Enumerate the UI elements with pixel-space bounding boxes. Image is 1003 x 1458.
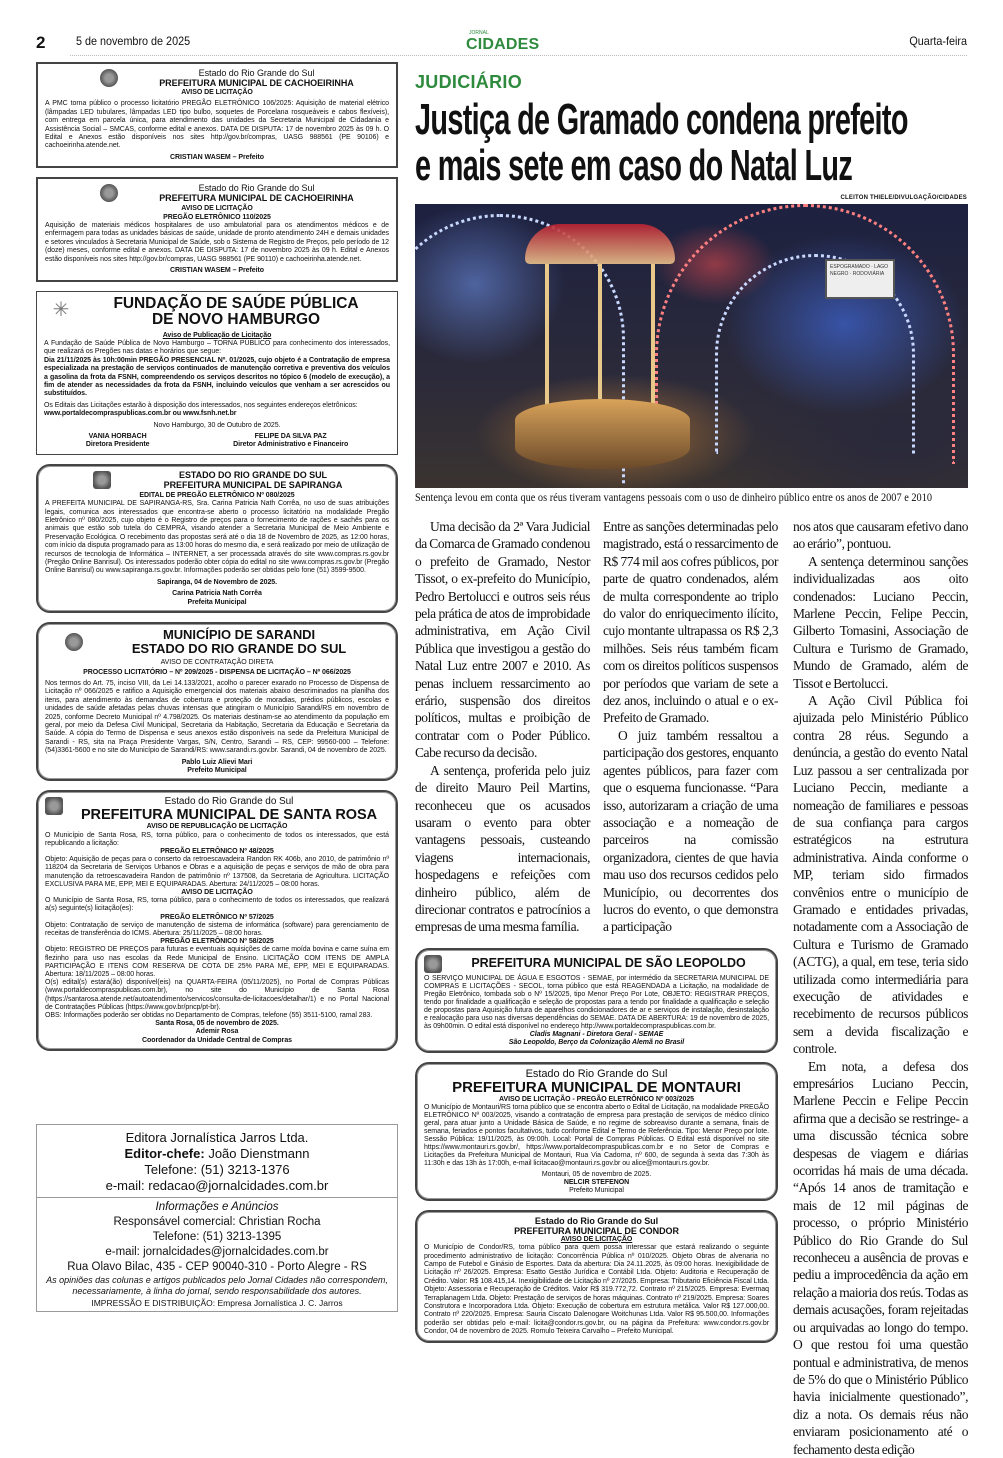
notice-heading: PREGÃO ELETRÔNICO Nº 57/2025 bbox=[160, 913, 274, 921]
notice-title: PREFEITURA MUNICIPAL DE CONDOR bbox=[514, 1225, 679, 1236]
notice-title-2: PREFEITURA MUNICIPAL DE SAPIRANGA bbox=[163, 479, 343, 490]
disclaimer: As opiniões das colunas e artigos publicados pelo Jornal Cidades não correspondem, necessariamente, à linha do jornal, sendo responsabilidade dos autores. bbox=[46, 1275, 388, 1296]
newsroom-email[interactable]: e-mail: redacao@jornalcidades.com.br bbox=[105, 1178, 329, 1193]
notice-cachoeirinha-106 bbox=[36, 62, 398, 168]
editor-line bbox=[37, 1146, 397, 1162]
notice-links: www.portaldecompraspublicas.com.br ou www.fsnh.net.br bbox=[44, 410, 237, 418]
notice-heading: AVISO DE LICITAÇÃO bbox=[181, 888, 253, 896]
signer-role: Coordenador da Unidade Central de Compras bbox=[141, 1036, 293, 1044]
notice-date: Montauri, 05 de novembro de 2025. bbox=[541, 1170, 652, 1178]
notice-title: PREFEITURA MUNICIPAL DE MONTAURI bbox=[452, 1078, 741, 1096]
signer-role: Prefeita Municipal bbox=[187, 598, 247, 606]
notice-body: Os Editais das Licitações estarão à disposição dos interessados, nos seguintes endereços eletrônicos: bbox=[44, 401, 358, 409]
notice-sapiranga bbox=[36, 464, 398, 613]
notice-body: O SERVIÇO MUNICIPAL DE ÁGUA E ESGOTOS - SEMAE, por intermédio da SECRETARIA MUNICIPAL DE COMPRAS E LICITAÇÕES - SECOL, torna público que está REAGENDADA a Licitação, na modalidade de Pregão Eletrônico, tombada sob o Nº 15/2025, tipo Menor Preço Por Lote, OBJETO: REGISTRAR PREÇOS, tendo por finalidade a qualificação e seleção de propostas para a tendo por finalidade a qualificação e seleção de propostas para Aquisição futura de aparelhos condicionadores de ar e serviços de instalação, desinstalação e realocação para uso nas diversas dependências do SEMAE. DATA DE ABERTURA: 19 de novembro de 2025, às 09h00min. O edital está disponível no endereço http://www.portaldecompraspublicas.com.br. bbox=[424, 974, 769, 1030]
notice-title: FUNDAÇÃO DE SAÚDE PÚBLICA bbox=[113, 294, 359, 312]
notice-date: Santa Rosa, 05 de novembro de 2025. bbox=[155, 1020, 279, 1028]
notice-body: O Município de Santa Rosa, RS, torna público, para o conhecimento de todos os interessados, que está republicando a licitação: bbox=[45, 831, 389, 847]
notice-subtitle: AVISO DE CONTRATAÇÃO DIRETA bbox=[160, 659, 274, 667]
fsnh-logo-icon: ✳ bbox=[52, 298, 70, 321]
article-paragraph: O juiz também ressaltou a participação dos gestores, enquanto agentes públicos, para fazer com que o esquema funcionasse. “Para isso, autorizaram a criação de uma associação e a nomeação de parceiros na comissão organizadora, cientes de que havia mau uso dos recursos cedidos pelo Município, ou decorrentes dos lucros do evento, o que demonstra a participação bbox=[603, 727, 778, 935]
notice-condor bbox=[415, 1210, 778, 1343]
notice-subtitle: AVISO DE REPUBLICAÇÃO DE LICITAÇÃO bbox=[146, 823, 288, 831]
notice-date: Sapiranga, 04 de Novembro de 2025. bbox=[156, 578, 278, 586]
carousel-roof bbox=[525, 224, 675, 264]
photo-caption: Sentença levou em conta que os réus tiveram vantagens pessoais com o uso de dinheiro público entre os anos de 2007 e 2010 bbox=[415, 490, 933, 504]
notice-title-2: DE NOVO HAMBURGO bbox=[152, 310, 320, 328]
issue-date: 5 de novembro de 2025 bbox=[76, 34, 191, 48]
signer-name: NELCIR STEFENON bbox=[563, 1178, 630, 1186]
article-column-2 bbox=[603, 518, 778, 936]
notice-process: PROCESSO LICITATÓRIO – Nº 209/2025 - DISPENSA DE LICITAÇÃO – Nº 066/2025 bbox=[83, 669, 351, 677]
notice-date: Novo Hamburgo, 30 de Outubro de 2025. bbox=[153, 421, 281, 429]
article-paragraph: A sentença, proferida pelo juiz de direito Mauro Peil Martins, reconheceu que os acusados usaram o evento para obter vantagens pessoais, custeando viagens internacionais, hospedagens e refeições com dinheiro público, além de direcionar contratos e patrocínios a empresas de uma mesma família. bbox=[415, 762, 590, 935]
notice-state: Estado do Rio Grande do Sul bbox=[164, 796, 294, 808]
article-photo bbox=[415, 204, 968, 488]
notice-body: A PREFEITA MUNICIPAL DE SAPIRANGA-RS, Sra. Carina Patricia Nath Corrêa, no uso de suas atribuições legais, comunica aos interessados que encontra-se aberto o processo licitatório na modalidade Pregão Eletrônico nº 080/2025, cujo objeto é o Registro de preços para o fornecimento de rações e sachês para os animais que estão sob tutela do CEMPRA, visando atender a Secretaria Municipal de Meio Ambiente e Preservação Ecológica. O recebimento das propostas será até o dia 18 de Novembro de 2025, as 12:00 horas, com início da disputa programado para as 13:00 horas do mesmo dia, e será realizado por meio de utilização de recursos de tecnologia de Informática – INTERNET, a ser processada através do site www.compras.rs.gov.br (Pregão Online Banrisul). Os interessados poderão obter cópia do edital no site www.compras.rs.gov.br (Pregão Online Banrisul) ou www.sapiranga.rs.gov.br. Informações poderão ser obtidas pelo fone (51) 3599-9500. bbox=[45, 500, 389, 575]
municipal-seal-icon bbox=[93, 471, 111, 489]
notice-title: ESTADO DO RIO GRANDE DO SUL bbox=[179, 469, 327, 480]
notice-title: PREFEITURA MUNICIPAL DE SÃO LEOPOLDO bbox=[471, 955, 746, 970]
signer-name: VANIA HORBACH bbox=[88, 432, 147, 440]
notice-subtitle: AVISO DE LICITAÇÃO bbox=[181, 89, 253, 96]
commercial-contact: Responsável comercial: Christian Rocha bbox=[113, 1216, 321, 1228]
editor-name: João Dienstmann bbox=[208, 1146, 310, 1161]
carousel-pole bbox=[598, 264, 602, 414]
notice-body: O(s) edital(s) estará(ão) disponível(eis) na QUARTA-FEIRA (05/11/2025), no Portal de Compras Públicas (www.portaldecompraspublicas.com.br), no site do Município de Santa Rosa (https://santarosa.atende.net/autoatendimento/servicos/consulta-de-licitacoes/detalhar/1) e no Portal Nacional de Contratações Públicas (https://www.gov.br/pncp/pt-br). bbox=[45, 979, 389, 1011]
signer-role: Diretor Administrativo e Financeiro bbox=[233, 441, 349, 449]
notice-subtitle: EDITAL DE PREGÃO ELETRÔNICO Nº 080/2025 bbox=[139, 491, 295, 499]
carousel-pole bbox=[545, 264, 549, 414]
notice-subtitle: AVISO DE LICITAÇÃO bbox=[560, 1235, 633, 1243]
notice-body: Objeto: REGISTRO DE PREÇOS para futuras e eventuais aquisições de carne moída bovina e carne suína em flezinho para uso nas escolas da Rede Municipal de Ensino. LICITAÇÃO COM ITENS DE AMPLA PARTICIPAÇÃO E ITENS COM RESERVA DE COTA DE 25% PARA ME, EPP, MEI E EQUIPARADAS. Abertura: 18/11/2025 – 08:00 horas. bbox=[45, 946, 389, 978]
signature-2 bbox=[233, 433, 348, 450]
municipal-seal-icon bbox=[100, 69, 118, 87]
notice-body-bold: Dia 21/11/2025 às 10h:00min PREGÃO PRESENCIAL Nº. 01/2025, cujo objeto é a Contratação de empresa especializada na prestação de serviços continuados de manutenção corretiva e preventiva dos veículos a gasolina da frota da FSNH, compreendendo os serviços descritos no tópico 6 (modelo de execução), a fim de atender as necessidades da frota da FSNH, incluindo veículos que venham a ser acrescidos ou substituídos. bbox=[44, 356, 390, 398]
notice-body: Objeto: Aquisição de peças para o conserto da retroescavadeira Randon RK 406b, ano 2010, de patrimônio nº 118204 da Secretaria de Serviços Urbanos e Obras e a aquisição de peças e serviços de mão de obra para manutenção da retroescavadeira Randon de patrimônio nº 137508, da Secretaria de Agricultura. LICITAÇÃO EXCLUSIVA PARA ME, EPP, MEI E EQUIPARADAS. Abertura: 24/11/2025 – 08:00 horas. bbox=[45, 856, 389, 888]
newspaper-logo bbox=[466, 30, 540, 53]
article-paragraph: nos atos que causaram efetivo dano ao erário”, pontuou. bbox=[793, 519, 968, 552]
publisher-name: Editora Jornalística Jarros Ltda. bbox=[125, 1130, 309, 1145]
notice-state: Estado do Rio Grande do Sul bbox=[534, 1215, 659, 1226]
ads-heading: Informações e Anúncios bbox=[155, 1201, 279, 1213]
notice-body: OBS: Informações poderão ser obtidas no Departamento de Compras, telefone (55) 3511-5100, ramal 283. bbox=[45, 1012, 373, 1020]
photo-credit: CLEITON THIELE/DIVULGAÇÃO/CIDADES bbox=[840, 195, 967, 201]
notice-body: O Município de Condor/RS, torna público para quem possa interessar que estará realizando o seguinte procedimento administrativo de licitação: Concorrência Pública nº 010/2025. Objeto Obras de alvenaria no Campo de Futebol e Ginásio de Esportes. Data da abertura: Dia 24.11.2025, às 09:00 horas. Inexigibilidade de Licitação nº 26/2025. Empresa: Esatto Gestão Jurídica e Contábil Ltda. Objeto: Auditoria e Recuperação de Crédito. Valor: R$ 108.415,14. Inexigibilidade de Licitação nº 27/2025. Empresa: Tributario Eficiência Fiscal Ltda. Objeto: Assessoria e Recuperação de Créditos. Valor R$ 319.772,72. Contrato nº 215/2025. Empresa: Evermaq Terraplanagem Ltda. Objeto: Prestação de serviços de horas máquinas. Contrato nº 219/2025. Empresa: Soares Construtora e Incorporadora Ltda. Objeto: Execução de cobertura em estrutura metálica. Valor R$ 127.000,00. Contrato nº 220/2025. Empresa: Sauria Ciscato Dalenogare Woitchunas Ltda. Valor R$ 95.500,00. Informações poderão ser obtidas pelo e-mail: licita@condor.rs.gov.br, ou na página da Prefeitura: www.condor.rs.gov.br Condor, 04 de novembro de 2025. Romulo Teixeira Carvalho – Prefeito Municipal. bbox=[424, 1244, 769, 1336]
notice-sarandi bbox=[36, 622, 398, 781]
notice-subtitle: AVISO DE LICITAÇÃO - PREGÃO ELETRÔNICO Nº 003/2025 bbox=[498, 1095, 695, 1103]
notice-title: PREFEITURA MUNICIPAL DE CACHOEIRINHA bbox=[159, 193, 354, 204]
notice-body: Aquisição de materiais médicos hospitalares de uso ambulatorial para os atendimentos médicos e de enfermagem para todas as unidades básicas de saúde, unidade de pronto atendimento 24H e demais unidades e setores vinculados à Secretaria Municipal de Saúde, sob o Sistema de Registro de Preços, pelo período de 12 (doze) meses, conforme edital e anexos. DATA DE DISPUTA: 17 de novembro 2025 às 09 h. Edital e Anexos estão disponíveis nos sites http://gov.br/compras, UASG 988561 (PE 90110) e cachoeirinha.atende.net. bbox=[45, 222, 389, 263]
municipal-seal-icon bbox=[45, 797, 63, 815]
municipal-seal-icon bbox=[424, 955, 442, 973]
signer-name: Carina Patricia Nath Corrêa bbox=[172, 590, 262, 598]
address: Rua Olavo Bilac, 435 - CEP 90040-310 - Porto Alegre - RS bbox=[67, 1261, 367, 1273]
notice-montauri bbox=[415, 1062, 778, 1201]
notice-motto: São Leopoldo, Berço da Colonização Alemã no Brasil bbox=[508, 1038, 685, 1046]
notice-subtitle-2: PREGÃO ELETRÔNICO 110/2025 bbox=[163, 213, 271, 221]
header-divider bbox=[70, 55, 967, 56]
notice-title: PREFEITURA MUNICIPAL DE SANTA ROSA bbox=[80, 807, 378, 824]
editor-label: Editor-chefe: bbox=[124, 1146, 205, 1161]
article-column-1 bbox=[415, 518, 590, 936]
notice-title-2: ESTADO DO RIO GRANDE DO SUL bbox=[131, 641, 347, 657]
commercial-phone: Telefone: (51) 3213-1395 bbox=[152, 1231, 282, 1243]
article-lower-area bbox=[415, 518, 778, 1352]
section-label: JUDICIÁRIO bbox=[415, 72, 523, 92]
logo-small: JORNAL bbox=[469, 30, 489, 36]
carousel-pole bbox=[651, 264, 655, 414]
carousel-base bbox=[515, 399, 690, 469]
notice-body: O Município de Santa Rosa, RS, torna público, para o conhecimento de todos os interessados, que realizará a(s) seguinte(s) licitação(es): bbox=[45, 897, 389, 913]
notice-body: Objeto: Contratação de serviço de manutenção de sistema de informática (software) para gerenciamento de receitas de transferência do ICMS. Abertura: 25/11/2025 – 08:00 horas. bbox=[45, 921, 389, 937]
signature-1 bbox=[86, 433, 150, 450]
notice-state: Estado do Rio Grande do Sul bbox=[198, 68, 315, 78]
signer-role: Prefeito Municipal bbox=[187, 766, 247, 774]
masthead-box bbox=[36, 1124, 398, 1312]
notice-title: PREFEITURA MUNICIPAL DE CACHOEIRINHA bbox=[159, 78, 354, 88]
commercial-email[interactable]: e-mail: jornalcidades@jornalcidades.com.br bbox=[105, 1246, 329, 1258]
weekday: Quarta-feira bbox=[909, 34, 967, 48]
logo-text: CIDADES bbox=[466, 36, 540, 53]
notice-santa-rosa bbox=[36, 790, 398, 1050]
newsroom-phone: Telefone: (51) 3213-1376 bbox=[144, 1162, 290, 1177]
notice-subtitle: Aviso de Publicação de Licitação bbox=[162, 331, 272, 339]
signer-role: Prefeito Municipal bbox=[569, 1186, 624, 1194]
notice-heading: PREGÃO ELETRÔNICO Nº 48/2025 bbox=[160, 847, 274, 855]
notice-subtitle: AVISO DE LICITAÇÃO bbox=[181, 205, 253, 213]
notice-cachoeirinha-110 bbox=[36, 177, 398, 281]
article-columns-1-2 bbox=[415, 518, 778, 936]
signer-name: Pablo Luiz Alievi Mari bbox=[181, 758, 253, 766]
notice-body: O Município de Montauri/RS torna público que se encontra aberto o Edital de Licitação, na modalidade PREGÃO ELETRÔNICO Nº 003/2025, visando a contratação de empresa para prestação de serviços de médico clínico geral, para atuar junto a Unidade Básica de Saúde, e no regime de sobreaviso durante a semana, finais de semana, feriados e pontos facultativos, tudo conforme Edital e Termo de Referência. Tipo: Menor Preço por lote. Sessão Pública: 19/11/2025, às 09:00h. Local: Portal de Compras Públicas. O Edital está disponível no site https://www.montauri.rs.gov.br/, https://www.portaldecompraspublicas.com.br e no Setor de Compras e Licitações da Prefeitura Municipal de Montauri, Rua Via Cadorna, nº 600, de segunda à sexta das 7:30h às 11:30h e das 13h às 17:00h, e-mail licitacao@montauri.rs.gov.br ou alice@montauri.rs.gov.br. bbox=[424, 1103, 769, 1167]
notice-title: MUNICÍPIO DE SARANDI bbox=[162, 627, 316, 643]
headline-line-1: Justiça de Gramado condena prefeito bbox=[415, 95, 908, 144]
signer-role: Diretora Presidente bbox=[85, 441, 150, 449]
notice-state: Estado do Rio Grande do Sul bbox=[198, 183, 315, 194]
notice-signature: Cladis Magnani - Diretora Geral - SEMAE bbox=[529, 1030, 664, 1038]
signer-name: FELIPE DA SILVA PAZ bbox=[254, 432, 327, 440]
headline-line-2: e mais sete em caso do Natal Luz bbox=[415, 141, 853, 190]
notice-body: A Fundação de Saúde Pública de Novo Hamburgo – TORNA PÚBLICO para conhecimento dos interessados, que realizará os Pregões nas datas e horários que segue: bbox=[44, 339, 390, 356]
street-sign: ESPOGRAMADO · LAGO NEGRO · RODOVIÁRIA bbox=[825, 259, 895, 299]
article-paragraph: Em nota, a defesa dos empresários Luciano Peccin, Marlene Peccin e Felipe Peccin afirma que a decisão se restringe- a uma discussão técnica sobre despesas de viagem e diárias ocorridas há mais de uma década. “Após 14 anos de tramitação e mais de 12 mil páginas de processo, o próprio Ministério Público do Rio Grande do Sul reconheceu a ausência de provas e pediu a improcedência da ação em relação a maioria dos reús. Todas as demais acusações, foram rejeitadas ou arquivadas ao longo do tempo. O que restou foi uma questão pontual e administrativa, de menos de 5% do que o Ministério Público havia inicialmente questionado”, diz a nota. Os demais réus não enviaram posicionamento até o fechamento desta edição bbox=[793, 1058, 968, 1457]
page-number: 2 bbox=[36, 33, 46, 52]
printing-info: IMPRESSÃO E DISTRIBUIÇÃO: Empresa Jornalística J. C. Jarros bbox=[91, 1298, 343, 1308]
article-paragraph: Uma decisão da 2ª Vara Judicial da Comarca de Gramado condenou o prefeito de Gramado, Nestor Tissot, o ex-prefeito do Município, Pedro Bertolucci e outros seis réus pela prática de atos de improbidade administrativa, em Ação Civil Pública que investigou a gestão do Natal Luz entre 2007 e 2010. As penas incluem ressarcimento ao erário, suspensão dos direitos políticos, multas e proibição de contratar com o Poder Público. Cabe recurso da decisão. bbox=[415, 519, 590, 761]
article-column-3 bbox=[793, 518, 968, 1458]
article-paragraph: A Ação Civil Pública foi ajuizada pelo Ministério Público contra 28 réus. Segundo a denúncia, a gestão do evento Natal Luz passou a ser centralizada por Luciano Peccin, mediante a nomeação de familiares e pessoas de sua confiança para cargos estratégicos na estrutura administrativa. Ainda conforme o MP, teriam sido firmados convênios entre o município de Gramado e entidades privadas, notadamente com a Associação de Cultura e Turismo de Gramado (ACTG), a qual, em tese, teria sido utilizada como intermediária para execução de atividades e recebimento de recursos públicos sem a devida fiscalização e controle. bbox=[793, 693, 968, 1057]
notice-state: Estado do Rio Grande do Sul bbox=[525, 1067, 668, 1080]
signer-name: Ademir Rosa bbox=[195, 1028, 239, 1036]
notice-signature: CRISTIAN WASEM – Prefeito bbox=[169, 153, 265, 161]
left-column bbox=[36, 62, 398, 1312]
article-paragraph: A sentença determinou sanções individualizadas aos oito condenados: Luciano Peccin, Marlene Peccin, Felipe Peccin, Gilberto Tomasini, Associação de Cultura e Turismo de Gramado, Mundo de Gramado, além de Tissot e Bertolucci. bbox=[793, 553, 968, 691]
notice-body: A PMC torna público o processo licitatório PREGÃO ELETRÔNICO 106/2025: Aquisição de material elétrico (lâmpadas LED tubulares, lâmpadas LED tipo bulbo, soquetes de Porcelana rosqueáveis e cabos flexíveis), com entrega em parcela única, para atendimento das unidades da Secretaria Municipal de Cidadania e Assistência Social – SMCAS, conforme edital e anexos. DATA DE DISPUTA: 17 de novembro 2025 às 09 h. O Edital e Anexos estão disponíveis nos sites http://gov.br/compras, UASG 988561 (PE 90106) e cachoeirinha.atende.net. bbox=[45, 100, 389, 150]
notice-body: Nos termos do Art. 75, inciso VIII, da Lei 14.133/2021, acolho o parecer exarado no Processo de Dispensa de Licitação nº 066/2025 e ratifico a Aquisição emergencial dos materiais abaixo descriminados na planilha dos itens, para atendimento às demandas de cobertura e proteção de moradias, prédios públicos, escolas e unidades de saúde afetadas pelas chuvas intensas que atingiram o Município Sarandi/RS em novembro de 2025, conforme Decreto Municipal nº 4.798/2025. Os materiais destinam-se ao atendimento da população em geral, por meio da Defesa Civil Municipal, Secretaria da Habitação, Secretaria da Educação e Secretaria da Saúde. A cópia do Termo de Dispensa e seus anexos estão disponíveis na sede da Prefeitura Municipal de Sarandi - RS, sita na Praça Presidente Vargas, S/N, Centro, Sarandi – RS, CEP: 99560-000 – Telefone: (54)3361-5600 e no site do Município de Sarandi/RS: www.sarandi.rs.gov.br. Sarandi, 04 de novembro de 2025. bbox=[45, 679, 389, 755]
notice-fsnh bbox=[36, 291, 398, 455]
notice-signature: CRISTIAN WASEM – Prefeito bbox=[169, 267, 265, 275]
notice-heading: PREGÃO ELETRÔNICO Nº 58/2025 bbox=[160, 938, 274, 946]
notice-sao-leopoldo bbox=[415, 948, 778, 1053]
municipal-seal-icon bbox=[65, 633, 83, 651]
article-paragraph: Entre as sanções determinadas pelo magistrado, está o ressarcimento de R$ 774 mil aos cofres públicos, por parte de quatro condenados, além de multa correspondente ao triplo do valor do enriquecimento ilícito, cujo montante ultrapassa os R$ 2,3 milhões. Seis réus também ficam com os direitos políticos suspensos por períodos que variam de sete a dez anos, incluindo o atual e o ex-Prefeito de Gramado. bbox=[603, 519, 778, 726]
